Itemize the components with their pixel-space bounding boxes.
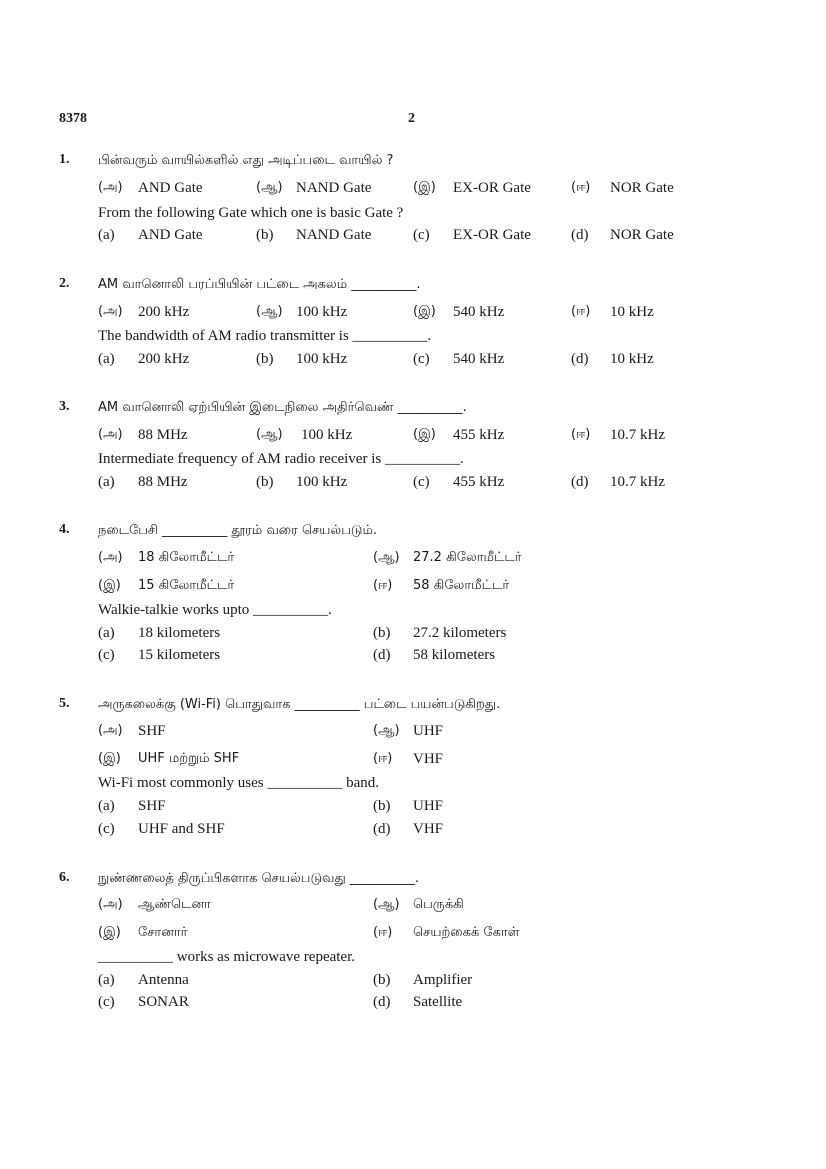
question-text-english: Wi-Fi most commonly uses __________ band.	[98, 775, 380, 791]
option-label: (d)	[373, 647, 391, 663]
option-text: Satellite	[413, 994, 463, 1010]
question-text-tamil: AM வானொலி ஏற்பியின் இடைநிலை அதிர்வெண் __________.	[98, 400, 467, 415]
option-label: (b)	[256, 227, 274, 243]
option-text: 27.2 kilometers	[413, 625, 507, 641]
option-text: 10 kHz	[610, 304, 654, 320]
option-text: VHF	[413, 821, 444, 837]
option-label: (இ)	[413, 180, 436, 195]
option-label: (இ)	[98, 751, 121, 766]
option-label: (ஈ)	[373, 751, 393, 766]
option-text: 200 kHz	[138, 351, 190, 367]
option-text: சோனார்	[138, 925, 188, 940]
option-label: (b)	[256, 474, 274, 490]
question-number: 4.	[59, 522, 70, 537]
option-text: 88 MHz	[138, 427, 188, 443]
option-text: AND Gate	[138, 180, 203, 196]
option-text: SHF	[138, 798, 166, 814]
option-label: (d)	[571, 351, 589, 367]
option-label: (c)	[98, 821, 115, 837]
option-label: (இ)	[413, 304, 436, 319]
option-label: (இ)	[98, 925, 121, 940]
question-text-english: Intermediate frequency of AM radio receiver is __________.	[98, 451, 464, 467]
question-text-english: The bandwidth of AM radio transmitter is __________.	[98, 328, 432, 344]
option-text: 10.7 kHz	[610, 427, 665, 443]
option-label: (c)	[413, 351, 430, 367]
option-text: SONAR	[138, 994, 189, 1010]
option-label: (d)	[373, 994, 391, 1010]
option-text: NOR Gate	[610, 180, 674, 196]
option-label: (ஆ)	[373, 897, 400, 912]
option-text: NOR Gate	[610, 227, 674, 243]
option-text: Amplifier	[413, 972, 473, 988]
option-text: 455 kHz	[453, 427, 505, 443]
option-text: Antenna	[138, 972, 189, 988]
option-text: UHF	[413, 723, 444, 739]
option-label: (a)	[98, 972, 115, 988]
option-label: (a)	[98, 351, 115, 367]
question-text-tamil: AM வானொலி பரப்பியின் பட்டை அகலம் __________.	[98, 277, 421, 292]
option-label: (a)	[98, 625, 115, 641]
question-text-tamil: நடைபேசி __________ தூரம் வரை செயல்படும்.	[98, 523, 378, 538]
option-label: (c)	[413, 474, 430, 490]
question-number: 2.	[59, 276, 70, 291]
option-text: EX-OR Gate	[453, 180, 531, 196]
option-label: (அ)	[98, 550, 123, 565]
option-text: NAND Gate	[296, 227, 372, 243]
option-text: 200 kHz	[138, 304, 190, 320]
option-label: (b)	[373, 798, 391, 814]
option-label: (அ)	[98, 180, 123, 195]
option-label: (ஈ)	[373, 925, 393, 940]
option-label: (a)	[98, 474, 115, 490]
option-text: AND Gate	[138, 227, 203, 243]
option-text: 58 kilometers	[413, 647, 496, 663]
option-text: பெருக்கி	[413, 897, 464, 912]
option-label: (ஈ)	[373, 578, 393, 593]
option-label: (அ)	[98, 304, 123, 319]
option-label: (ஈ)	[571, 427, 591, 442]
option-text: 18 கிலோமீட்டர்	[138, 550, 235, 565]
option-text: 27.2 கிலோமீட்டர்	[413, 550, 522, 565]
option-label: (b)	[256, 351, 274, 367]
option-label: (அ)	[98, 427, 123, 442]
option-label: (a)	[98, 798, 115, 814]
question-number: 5.	[59, 696, 70, 711]
option-text: 100 kHz	[296, 474, 348, 490]
question-text-tamil: பின்வரும் வாயில்களில் எது அடிப்படை வாயில் ?	[98, 153, 394, 168]
option-label: (ஆ)	[256, 180, 283, 195]
question-text-tamil: நுண்ணலைத் திருப்பிகளாக செயல்படுவது __________.	[98, 871, 420, 886]
option-label: (ஈ)	[571, 304, 591, 319]
option-text: 15 கிலோமீட்டர்	[138, 578, 235, 593]
option-label: (அ)	[98, 897, 123, 912]
option-text: 100 kHz	[296, 304, 348, 320]
option-label: (a)	[98, 227, 115, 243]
option-label: (b)	[373, 625, 391, 641]
option-label: (இ)	[413, 427, 436, 442]
option-text: 10.7 kHz	[610, 474, 665, 490]
option-label: (ஆ)	[256, 304, 283, 319]
question-text-english: __________ works as microwave repeater.	[98, 949, 356, 965]
question-number: 1.	[59, 152, 70, 167]
option-text: 10 kHz	[610, 351, 654, 367]
page-number: 2	[408, 111, 415, 126]
paper-code: 8378	[59, 111, 87, 126]
option-text: EX-OR Gate	[453, 227, 531, 243]
option-label: (அ)	[98, 723, 123, 738]
option-label: (d)	[571, 227, 589, 243]
option-text: 455 kHz	[453, 474, 505, 490]
option-text: 100 kHz	[301, 427, 353, 443]
option-text: செயற்கைக் கோள்	[413, 925, 520, 940]
question-number: 6.	[59, 870, 70, 885]
option-label: (c)	[98, 647, 115, 663]
option-label: (d)	[571, 474, 589, 490]
option-text: VHF	[413, 751, 444, 767]
option-label: (ஆ)	[256, 427, 283, 442]
option-label: (b)	[373, 972, 391, 988]
option-text: 88 MHz	[138, 474, 188, 490]
option-text: 100 kHz	[296, 351, 348, 367]
option-label: (c)	[98, 994, 115, 1010]
option-text: UHF and SHF	[138, 821, 225, 837]
option-label: (இ)	[98, 578, 121, 593]
option-text: ஆண்டெனா	[138, 897, 211, 912]
question-text-english: From the following Gate which one is basic Gate ?	[98, 205, 404, 221]
option-text: NAND Gate	[296, 180, 372, 196]
option-text: UHF மற்றும் SHF	[138, 751, 240, 766]
option-label: (c)	[413, 227, 430, 243]
option-label: (ஆ)	[373, 723, 400, 738]
option-text: SHF	[138, 723, 166, 739]
option-text: 540 kHz	[453, 351, 505, 367]
option-text: UHF	[413, 798, 444, 814]
option-text: 540 kHz	[453, 304, 505, 320]
question-text-english: Walkie-talkie works upto __________.	[98, 602, 332, 618]
option-label: (ஆ)	[373, 550, 400, 565]
option-text: 18 kilometers	[138, 625, 221, 641]
question-number: 3.	[59, 399, 70, 414]
option-label: (ஈ)	[571, 180, 591, 195]
option-text: 15 kilometers	[138, 647, 221, 663]
option-label: (d)	[373, 821, 391, 837]
option-text: 58 கிலோமீட்டர்	[413, 578, 510, 593]
question-text-tamil: அருகலைக்கு (Wi-Fi) பொதுவாக __________ பட்டை பயன்படுகிறது.	[98, 697, 501, 712]
